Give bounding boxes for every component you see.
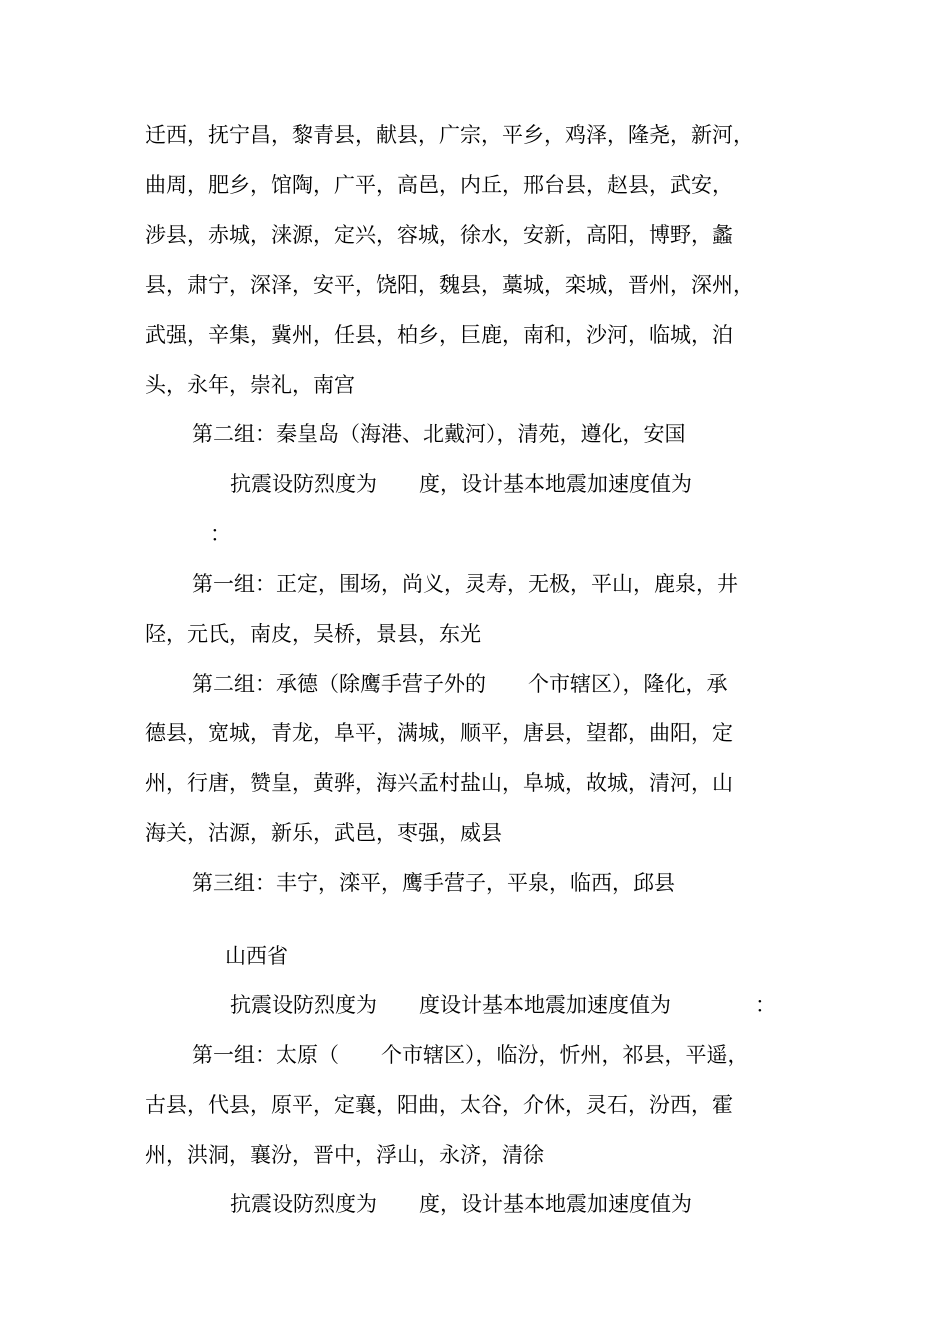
text-line: 陉，元氏，南皮，吴桥，景县，东光: [145, 622, 481, 646]
text-line: 头，永年，崇礼，南宫: [145, 373, 355, 397]
text-line: 县，肃宁，深泽，安平，饶阳，魏县，藁城，栾城，晋州，深州，: [145, 273, 754, 297]
group-heading-line: 第二组：秦皇岛（海港、北戴河），清苑，遵化，安国: [192, 422, 686, 446]
intensity-heading-line: 抗震设防烈度为 度，设计基本地震加速度值为: [230, 472, 692, 496]
intensity-heading-line: 抗震设防烈度为 度设计基本地震加速度值为 ：: [230, 993, 776, 1017]
text-line: 涉县，赤城，涞源，定兴，容城，徐水，安新，高阳，博野，蠡: [145, 223, 733, 247]
text-line: 海关，沽源，新乐，武邑，枣强，威县: [145, 821, 502, 845]
group-heading-line: 第二组：承德（除鹰手营子外的 个市辖区），隆化，承: [192, 672, 728, 696]
group-heading-line: 第一组：太原（ 个市辖区），临汾，忻州，祁县，平遥，: [192, 1043, 749, 1067]
text-line: 州，洪洞，襄汾，晋中，浮山，永济，清徐: [145, 1143, 544, 1167]
text-line: 武强，辛集，冀州，任县，柏乡，巨鹿，南和，沙河，临城，泊: [145, 323, 733, 347]
province-heading: 山西省: [225, 944, 288, 968]
intensity-heading-line: 抗震设防烈度为 度，设计基本地震加速度值为: [230, 1192, 692, 1216]
text-line: 迁西，抚宁昌，黎青县，献县，广宗，平乡，鸡泽，隆尧，新河，: [145, 123, 754, 147]
text-line: ：: [210, 522, 231, 546]
group-heading-line: 第三组：丰宁，滦平，鹰手营子，平泉，临西，邱县: [192, 871, 675, 895]
text-line: 德县，宽城，青龙，阜平，满城，顺平，唐县，望都，曲阳，定: [145, 721, 733, 745]
text-line: 古县，代县，原平，定襄，阳曲，太谷，介休，灵石，汾西，霍: [145, 1093, 733, 1117]
text-line: 曲周，肥乡，馆陶，广平，高邑，内丘，邢台县，赵县，武安，: [145, 173, 733, 197]
text-line: 州，行唐，赞皇，黄骅，海兴孟村盐山，阜城，故城，清河，山: [145, 771, 733, 795]
group-heading-line: 第一组：正定，围场，尚义，灵寿，无极，平山，鹿泉，井: [192, 572, 738, 596]
